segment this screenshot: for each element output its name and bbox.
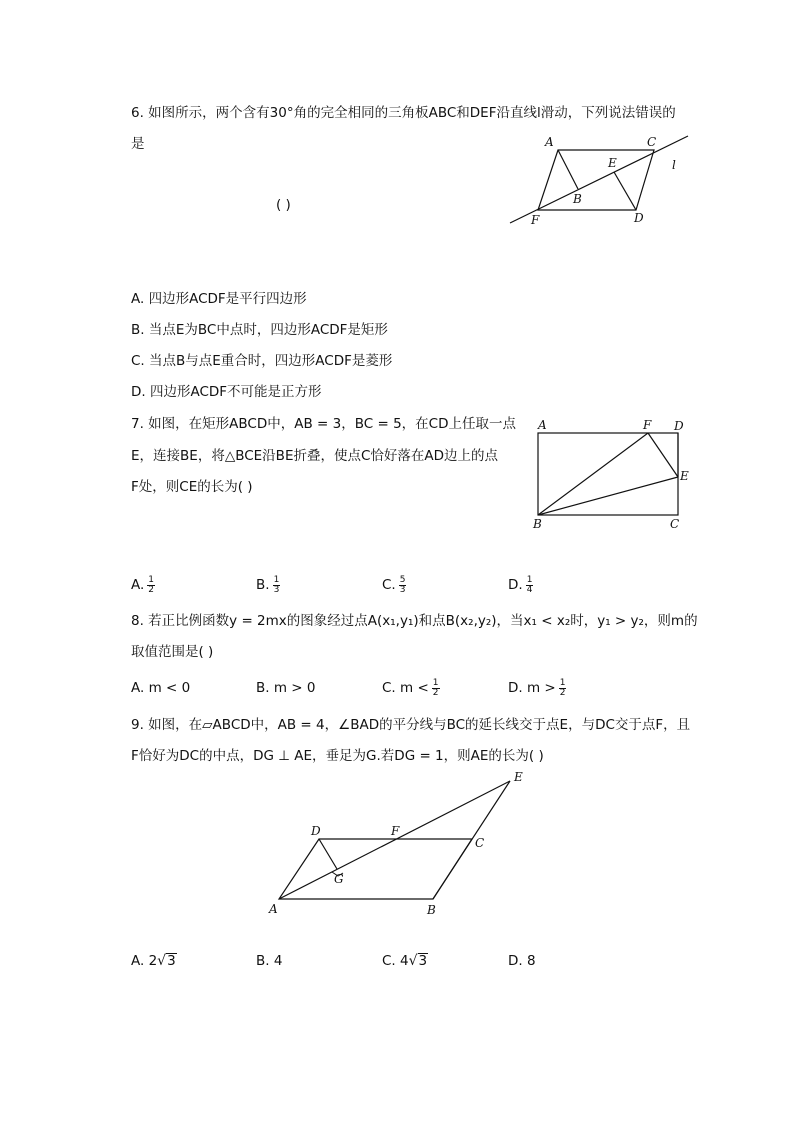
q8-option-d: D. m > $\frac{1}{2}$ xyxy=(508,677,566,698)
q8-option-a: A. m < 0 xyxy=(131,680,191,696)
q7-label-f: F xyxy=(643,418,652,432)
q9-label-b: B xyxy=(427,903,436,917)
q7-stem-line1: 7. 如图，在矩形ABCD中，AB = 3，BC = 5，在CD上任取一点 xyxy=(131,416,516,432)
q9-stem-line2: F恰好为DC的中点，DG ⊥ AE，垂足为G.若DG = 1，则AE的长为( ) xyxy=(131,748,544,764)
q6-option-c: C. 当点B与点E重合时，四边形ACDF是菱形 xyxy=(131,353,393,369)
q7-label-c: C xyxy=(670,517,680,531)
q9-label-f: F xyxy=(391,824,400,838)
q6-option-d: D. 四边形ACDF不可能是正方形 xyxy=(131,384,322,400)
q7-option-c: C. $\frac{5}{3}$ xyxy=(382,574,406,595)
q8-stem-line2: 取值范围是( ) xyxy=(131,644,214,660)
q9-option-b: B. 4 xyxy=(256,953,283,969)
q9-label-e: E xyxy=(514,770,523,784)
q6-stem-line2: 是 xyxy=(131,136,145,152)
q9-label-g: G xyxy=(334,872,344,886)
q6-option-a: A. 四边形ACDF是平行四边形 xyxy=(131,291,307,307)
q7-label-e: E xyxy=(680,469,689,483)
q9-label-c: C xyxy=(475,836,485,850)
q9-label-a: A xyxy=(269,902,278,916)
q9-stem-line1: 9. 如图，在▱ABCD中，AB = 4，∠BAD的平分线与BC的延长线交于点E，与DC交于点F，且 xyxy=(131,717,691,733)
q6-figure xyxy=(500,128,700,233)
q7-stem-line2: E，连接BE，将△BCE沿BE折叠，使点C恰好落在AD边上的点 xyxy=(131,448,499,464)
q6-option-b: B. 当点E为BC中点时，四边形ACDF是矩形 xyxy=(131,322,388,338)
q6-label-c: C xyxy=(647,135,657,149)
q6-label-l: l xyxy=(672,158,676,172)
q7-label-a: A xyxy=(538,418,547,432)
q6-label-f: F xyxy=(531,213,540,227)
q6-label-d: D xyxy=(634,211,644,225)
q7-option-d: D. $\frac{1}{4}$ xyxy=(508,574,533,595)
q6-stem-line1: 6. 如图所示，两个含有30°角的完全相同的三角板ABC和DEF沿直线l滑动，下列说法错误的 xyxy=(131,105,676,121)
q7-figure xyxy=(530,415,700,535)
q9-option-a: A. 2√3 xyxy=(131,953,176,969)
q6-answer-paren: ( ) xyxy=(276,197,291,213)
q6-label-a: A xyxy=(545,135,554,149)
q7-label-d: D xyxy=(674,419,684,433)
q6-label-b: B xyxy=(573,192,582,206)
q8-option-c: C. m < $\frac{1}{2}$ xyxy=(382,677,439,698)
q9-option-d: D. 8 xyxy=(508,953,536,969)
q8-stem-line1: 8. 若正比例函数y = 2mx的图象经过点A(x₁,y₁)和点B(x₂,y₂)，当x₁ < x₂时，y₁ > y₂，则m的 xyxy=(131,613,698,629)
q9-label-d: D xyxy=(311,824,321,838)
q7-option-b: B. $\frac{1}{3}$ xyxy=(256,574,280,595)
q6-label-e: E xyxy=(608,156,617,170)
q9-option-c: C. 4√3 xyxy=(382,953,428,969)
q8-option-b: B. m > 0 xyxy=(256,680,316,696)
q7-stem-line3: F处，则CE的长为( ) xyxy=(131,479,253,495)
q9-figure xyxy=(265,765,535,920)
q7-label-b: B xyxy=(533,517,542,531)
q7-option-a: A. $\frac{1}{2}$ xyxy=(131,574,155,595)
